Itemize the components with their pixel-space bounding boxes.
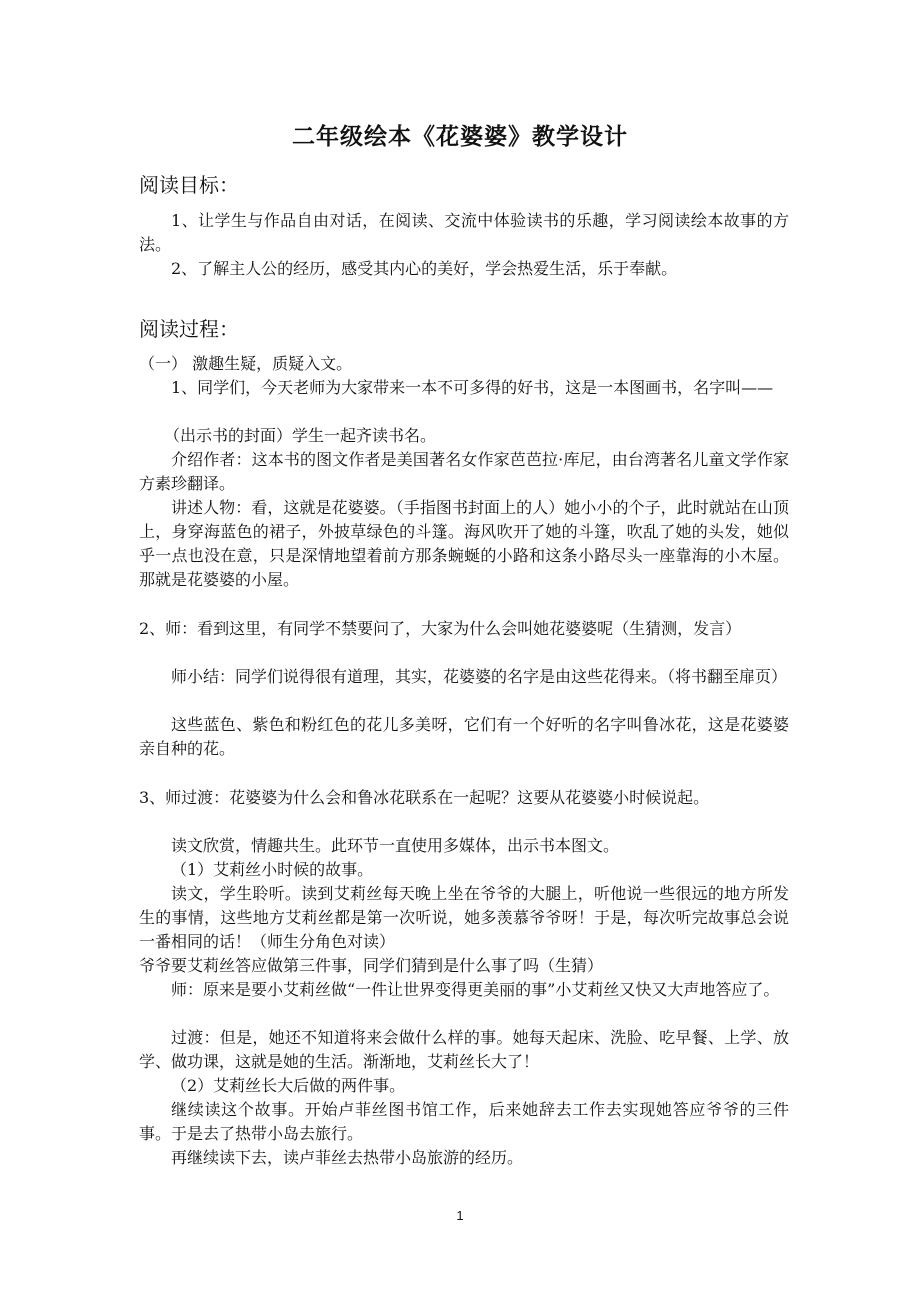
goal-paragraph-1: 1、让学生与作品自由对话，在阅读、交流中体验读书的乐趣，学习阅读绘本故事的方法。 [139,211,789,254]
process-paragraph: 3、师过渡：花婆婆为什么会和鲁冰花联系在一起呢？这要从花婆婆小时候说起。 [139,788,710,807]
document-title: 二年级绘本《花婆婆》教学设计 [292,123,628,150]
process-step-1-heading: （一） 激趣生疑，质疑入文。 [139,354,353,373]
process-heading: 阅读过程： [139,317,239,341]
author-intro-paragraph: 介绍作者：这本书的图文作者是美国著名女作家芭芭拉·库尼，由台湾著名儿童文学作家方素珍翻译。 [139,450,789,493]
process-paragraph: 读文，学生聆听。读到艾莉丝每天晚上坐在爷爷的大腿上，听他说一些很远的地方所发生的事情，这些地方艾莉丝都是第一次听说，她多羡慕爷爷呀！于是，每次听完故事总会说一番相同的话！（师生分角色对读） [139,884,789,951]
process-paragraph: 过渡：但是，她还不知道将来会做什么样的事。她每天起床、洗脸、吃早餐、上学、放学、做功课，这就是她的生活。渐渐地，艾莉丝长大了！ [139,1028,789,1071]
process-subheading: （2）艾莉丝长大后做的两件事。 [171,1076,406,1095]
page-number: 1 [456,1208,464,1223]
process-paragraph: 1、同学们，今天老师为大家带来一本不可多得的好书，这是一本图画书，名字叫—— [171,378,774,397]
character-intro-paragraph: 讲述人物：看，这就是花婆婆。（手指图书封面上的人）她小小的个子，此时就站在山顶上，身穿海蓝色的裙子，外披草绿色的斗篷。海风吹开了她的斗篷，吹乱了她的头发，她似乎一点也没在意，只是深情地望着前方那条蜿蜒的小路和这条小路尽头一座靠海的小木屋。那就是花婆婆的小屋。 [139,498,789,589]
process-subheading: （1）艾莉丝小时候的故事。 [171,860,374,879]
process-paragraph: 再继续读下去，读卢菲丝去热带小岛旅游的经历。 [171,1148,524,1167]
process-paragraph: 师：原来是要小艾莉丝做“一件让世界变得更美丽的事”小艾莉丝又快又大声地答应了。 [171,980,780,999]
process-paragraph: （出示书的封面）学生一起齐读书名。 [164,426,437,445]
process-paragraph: 这些蓝色、紫色和粉红色的花儿多美呀，它们有一个好听的名字叫鲁冰花，这是花婆婆亲自种的花。 [139,715,789,758]
goals-heading: 阅读目标： [139,173,239,197]
process-paragraph: 读文欣赏，情趣共生。此环节一直使用多媒体，出示书本图文。 [171,836,620,855]
process-paragraph: 继续读这个故事。开始卢菲丝图书馆工作，后来她辞去工作去实现她答应爷爷的三件事。于是去了热带小岛去旅行。 [139,1100,789,1143]
process-paragraph: 爷爷要艾莉丝答应做第三件事，同学们猜到是什么事了吗（生猜） [139,956,604,975]
goal-paragraph-2: 2、了解主人公的经历，感受其内心的美好，学会热爱生活，乐于奉献。 [171,259,678,278]
process-paragraph: 2、师：看到这里，有同学不禁要问了，大家为什么会叫她花婆婆呢（生猜测，发言） [139,619,742,638]
process-paragraph: 师小结：同学们说得很有道理，其实，花婆婆的名字是由这些花得来。（将书翻至扉页） [171,667,788,686]
